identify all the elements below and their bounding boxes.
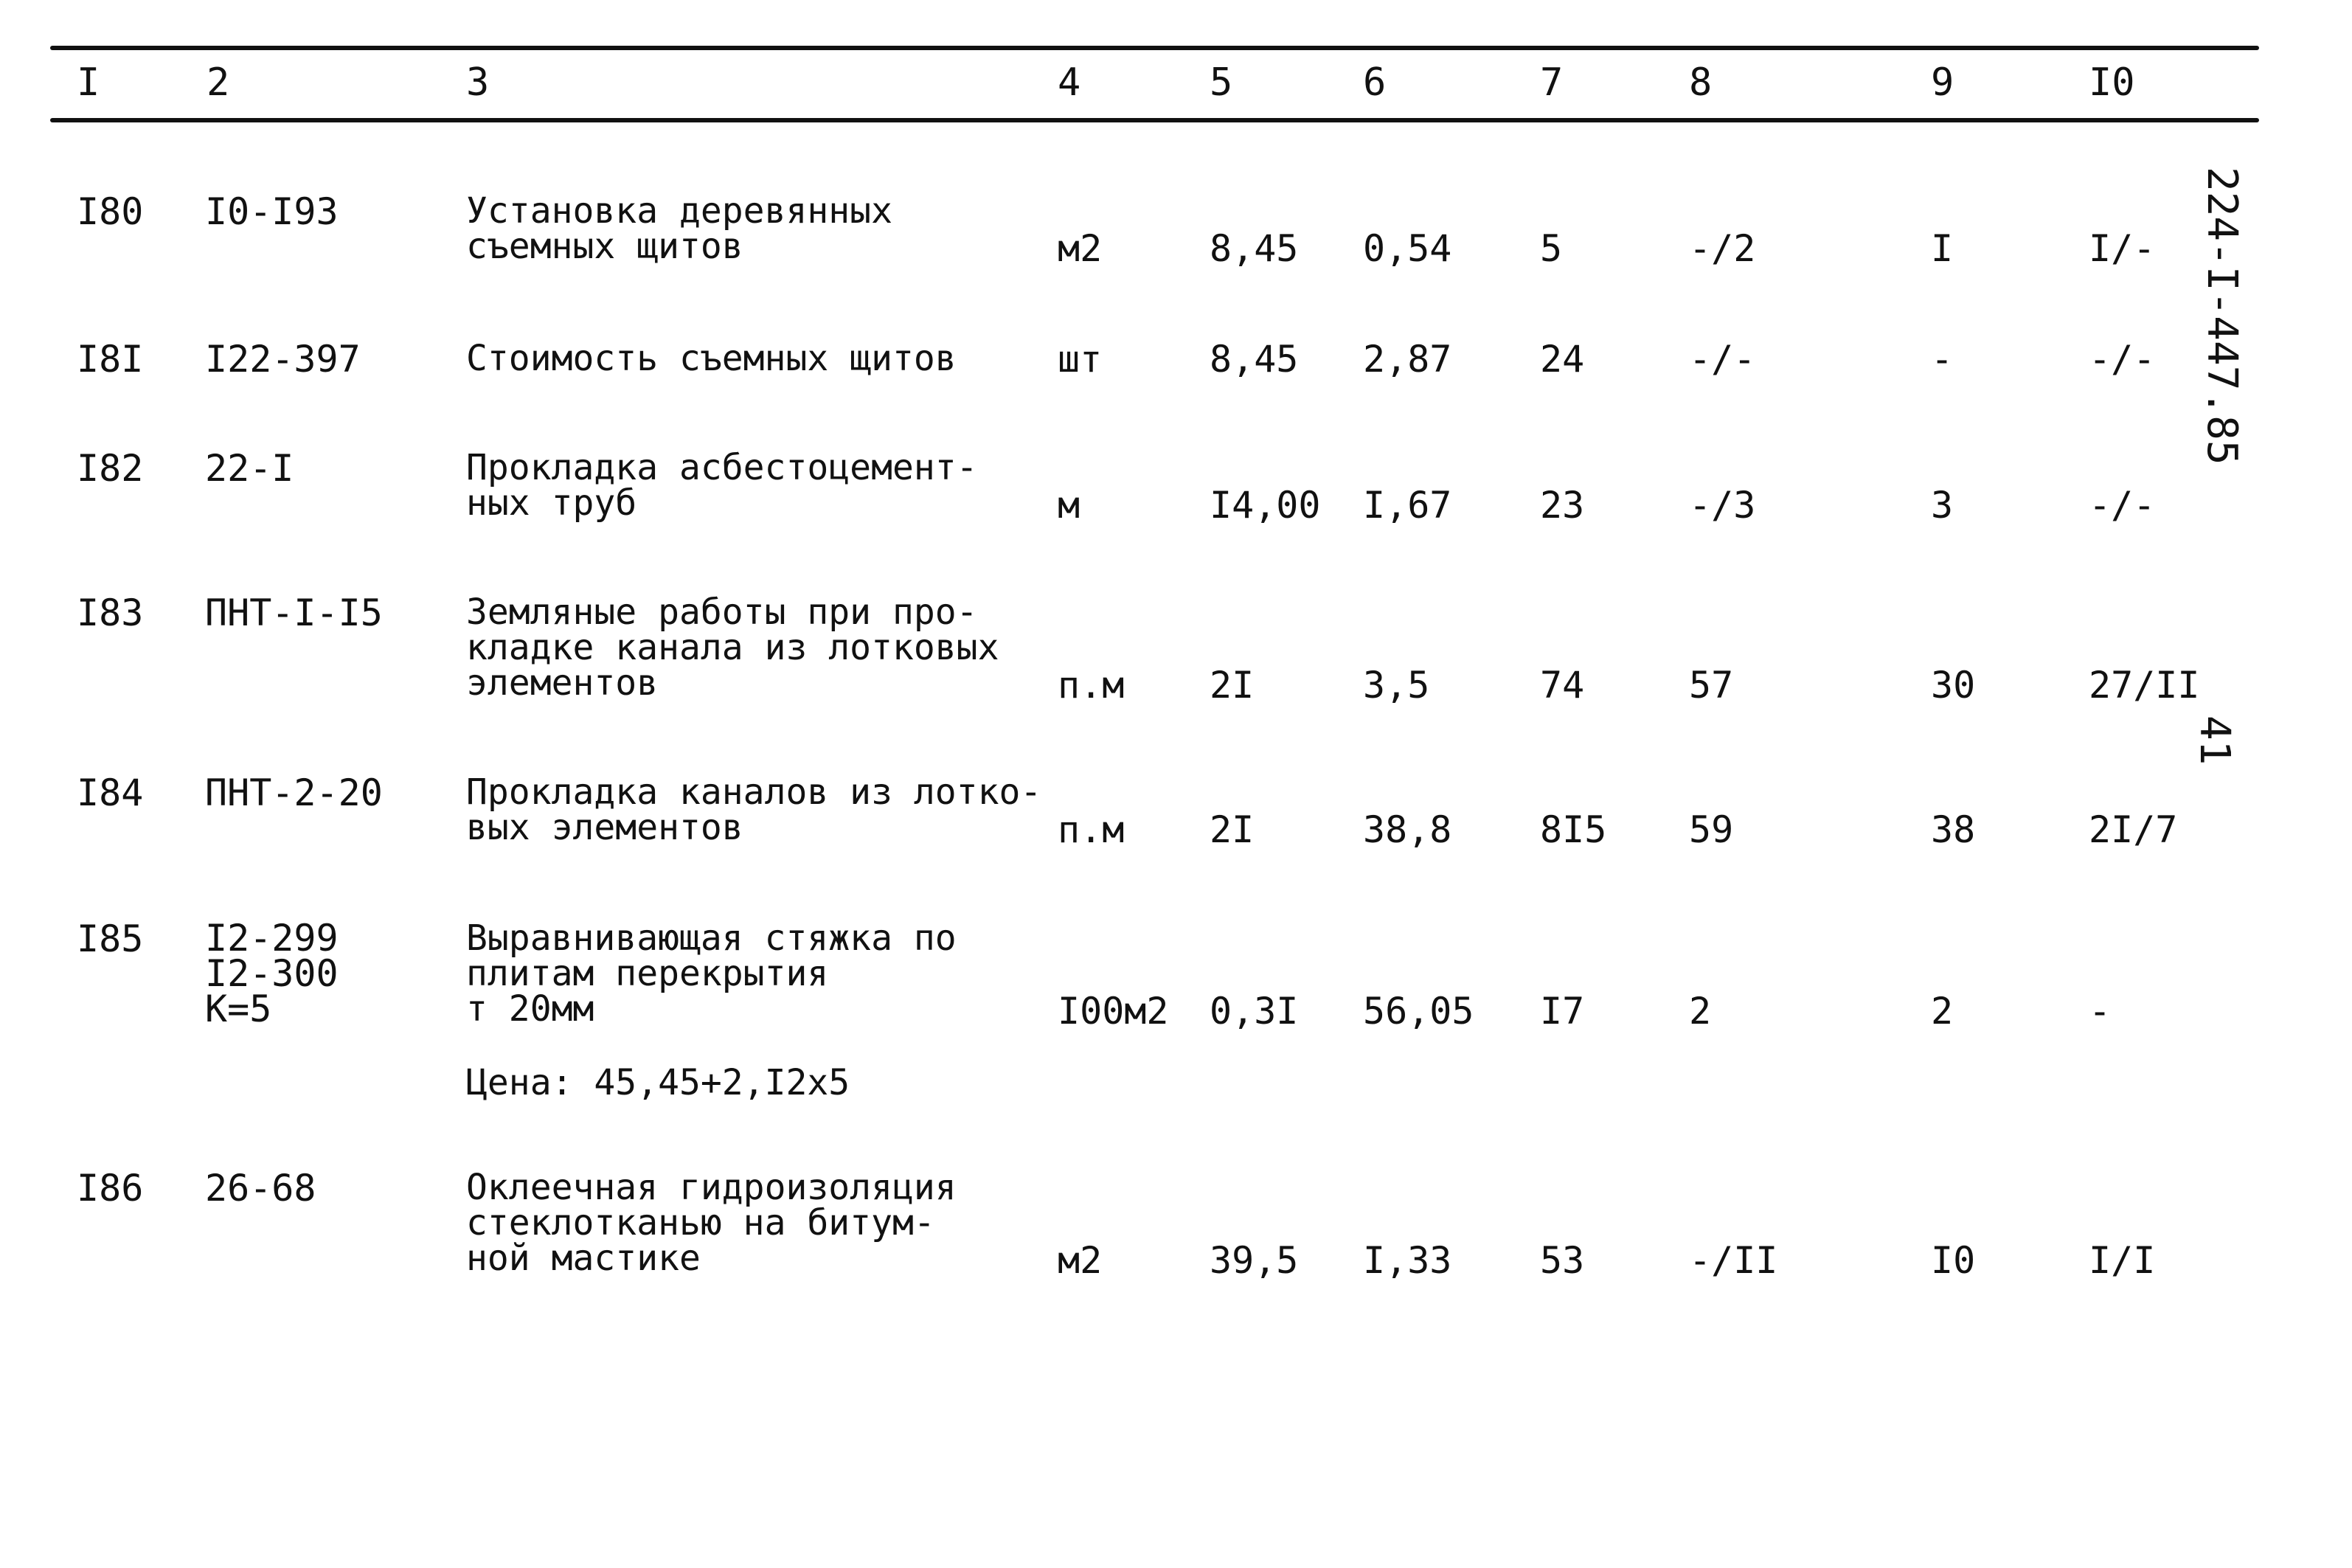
header-col-10: I0 xyxy=(2089,60,2135,105)
col-10-value: -/- xyxy=(2089,484,2156,527)
unit: шт xyxy=(1058,338,1103,381)
col-9-value: 3 xyxy=(1931,484,1954,527)
price-note: Цена: 45,45+2,I2x5 xyxy=(466,1062,850,1103)
quantity: 8,45 xyxy=(1210,227,1299,270)
col-8-value: -/- xyxy=(1689,338,1756,381)
total-cost: 5 xyxy=(1540,227,1563,270)
quantity: 2I xyxy=(1210,808,1255,851)
col-8-value: 2 xyxy=(1689,990,1712,1033)
row-number: I84 xyxy=(77,771,144,814)
unit-cost: 38,8 xyxy=(1363,808,1452,851)
work-description: Выравнивающая стяжка по плитам перекрытия т 20мм xyxy=(466,917,957,1030)
total-cost: 53 xyxy=(1540,1239,1585,1282)
coefficient: К=5 xyxy=(205,988,272,1030)
col-10-value: 27/II xyxy=(2089,664,2200,707)
col-9-value: 30 xyxy=(1931,664,1976,707)
unit: м xyxy=(1058,484,1080,527)
col-8-value: -/II xyxy=(1689,1239,1778,1282)
table-top-rule xyxy=(50,46,2259,50)
norm-code: ПНТ-2-20 xyxy=(205,771,383,814)
col-8-value: -/3 xyxy=(1689,484,1756,527)
header-col-5: 5 xyxy=(1210,60,1233,105)
norm-code: ПНТ-I-I5 xyxy=(205,592,383,634)
unit-cost: 56,05 xyxy=(1363,990,1474,1033)
norm-code: I0-I93 xyxy=(205,190,339,233)
header-col-6: 6 xyxy=(1363,60,1387,105)
page-number: 41 xyxy=(2190,715,2238,766)
quantity: I4,00 xyxy=(1210,484,1321,527)
quantity: 2I xyxy=(1210,664,1255,707)
work-description: Прокладка асбестоцемент- ных труб xyxy=(466,447,978,524)
row-number: I83 xyxy=(77,592,144,634)
col-9-value: - xyxy=(1931,338,1954,381)
header-col-8: 8 xyxy=(1689,60,1713,105)
unit-cost: I,67 xyxy=(1363,484,1452,527)
col-8-value: 59 xyxy=(1689,808,1734,851)
col-10-value: - xyxy=(2089,990,2112,1033)
unit: м2 xyxy=(1058,1239,1103,1282)
unit-cost: 0,54 xyxy=(1363,227,1452,270)
total-cost: 74 xyxy=(1540,664,1585,707)
row-number: I82 xyxy=(77,447,144,490)
quantity: 8,45 xyxy=(1210,338,1299,381)
unit: м2 xyxy=(1058,227,1103,270)
col-9-value: 38 xyxy=(1931,808,1976,851)
total-cost: 23 xyxy=(1540,484,1585,527)
header-col-9: 9 xyxy=(1931,60,1954,105)
header-bottom-rule xyxy=(50,118,2259,122)
col-8-value: -/2 xyxy=(1689,227,1756,270)
work-description: Оклеечная гидроизоляция стеклотканью на битум- ной мастике xyxy=(466,1167,957,1279)
unit: п.м xyxy=(1058,664,1125,707)
quantity: 0,3I xyxy=(1210,990,1299,1033)
row-number: I85 xyxy=(77,917,144,960)
header-col-7: 7 xyxy=(1540,60,1564,105)
col-8-value: 57 xyxy=(1689,664,1734,707)
norm-code: 26-68 xyxy=(205,1167,316,1210)
total-cost: 8I5 xyxy=(1540,808,1607,851)
header-col-2: 2 xyxy=(207,60,230,105)
unit-cost: 2,87 xyxy=(1363,338,1452,381)
quantity: 39,5 xyxy=(1210,1239,1299,1282)
col-10-value: I/- xyxy=(2089,227,2156,270)
row-number: I8I xyxy=(77,338,144,381)
col-10-value: -/- xyxy=(2089,338,2156,381)
work-description: Стоимость съемных щитов xyxy=(466,338,957,379)
work-description: Прокладка каналов из лотко- вых элементов xyxy=(466,771,1042,848)
unit-cost: 3,5 xyxy=(1363,664,1430,707)
document-code: 224-I-447.85 xyxy=(2198,167,2246,465)
unit: I00м2 xyxy=(1058,990,1169,1033)
unit-cost: I,33 xyxy=(1363,1239,1452,1282)
work-description: Земляные работы при про- кладке канала из лотковых элементов xyxy=(466,592,999,704)
norm-code: I22-397 xyxy=(205,338,361,381)
header-col-3: 3 xyxy=(466,60,490,105)
work-description: Установка деревянных съемных щитов xyxy=(466,190,892,267)
norm-code: I2-300 xyxy=(205,952,339,995)
total-cost: 24 xyxy=(1540,338,1585,381)
total-cost: I7 xyxy=(1540,990,1585,1033)
col-9-value: I xyxy=(1931,227,1954,270)
norm-code: I2-299 xyxy=(205,917,339,960)
norm-code: 22-I xyxy=(205,447,294,490)
header-col-1: I xyxy=(77,60,100,105)
col-10-value: I/I xyxy=(2089,1239,2156,1282)
col-9-value: I0 xyxy=(1931,1239,1976,1282)
row-number: I80 xyxy=(77,190,144,233)
row-number: I86 xyxy=(77,1167,144,1210)
col-9-value: 2 xyxy=(1931,990,1954,1033)
unit: п.м xyxy=(1058,808,1125,851)
header-col-4: 4 xyxy=(1058,60,1081,105)
col-10-value: 2I/7 xyxy=(2089,808,2178,851)
norm-code-stack xyxy=(205,917,339,1030)
